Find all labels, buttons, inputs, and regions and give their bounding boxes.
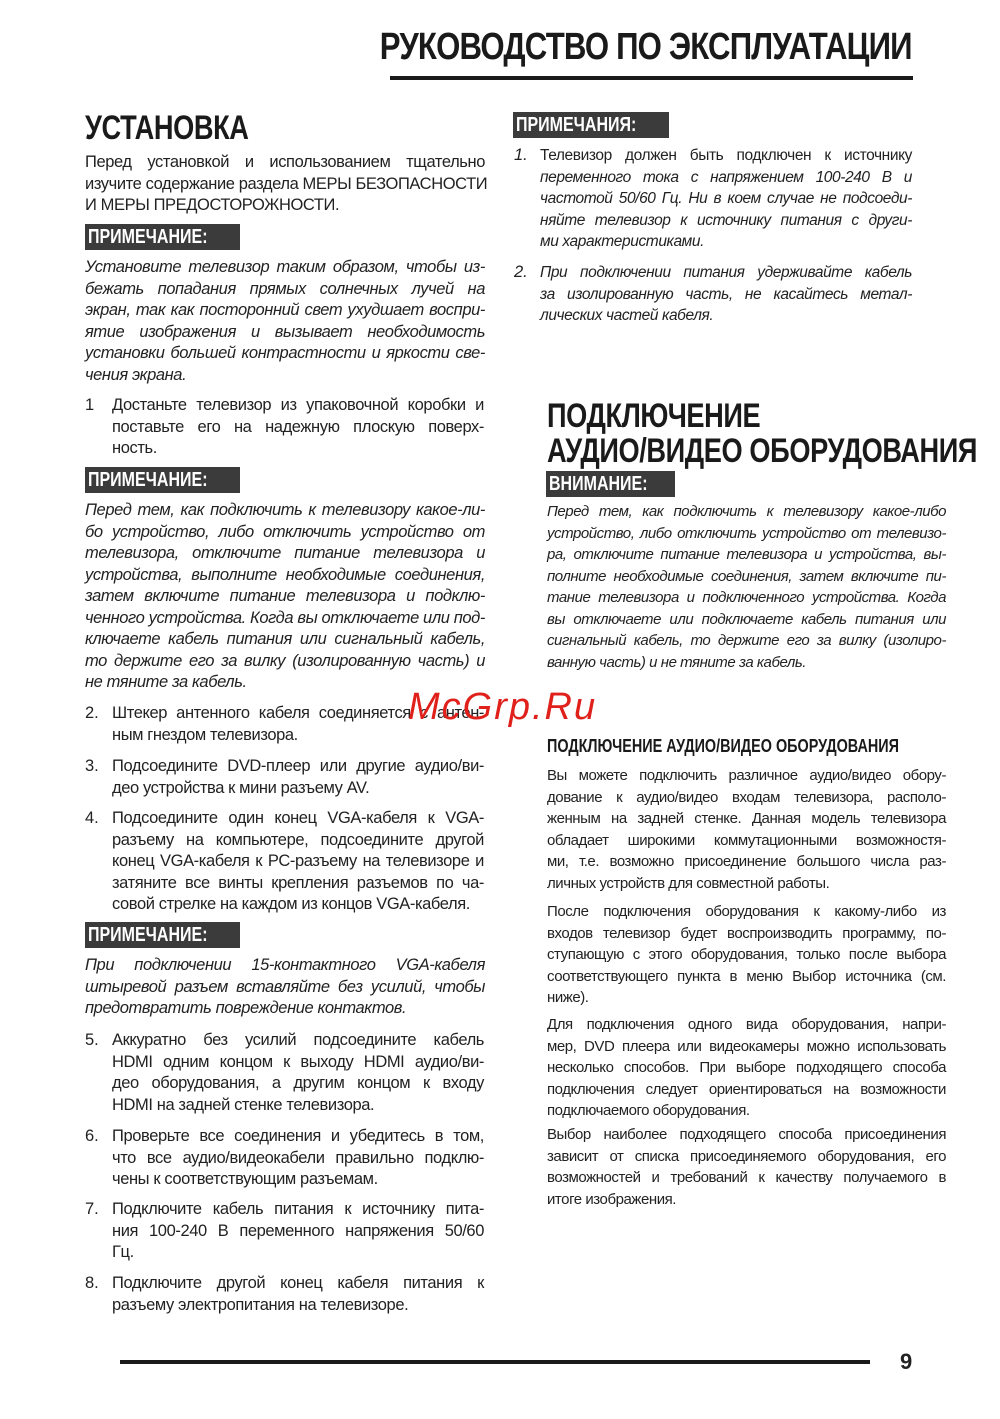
step-text: [112, 1273, 484, 1316]
text-line: предотвратить повреждение контактов.: [85, 999, 407, 1017]
text-line: Проверьте все соединения и убедитесь в том,: [112, 1127, 484, 1145]
text-line: поставьте его на надежную плоскую поверх-: [112, 417, 484, 436]
step-number: 3.: [85, 757, 99, 775]
text-line: При подключении питания удерживайте кабель: [540, 264, 912, 281]
text-line: ченного устройства. Когда вы отключаете или под-: [85, 608, 485, 627]
text-line: разъему на компьютере, подсоедините другой: [112, 830, 484, 849]
step-text: [112, 808, 484, 916]
footer-rule: [120, 1360, 870, 1364]
text-line: возможностей и требований к качеству получаемого в: [547, 1169, 946, 1186]
note-label: ПРИМЕЧАНИЕ:: [85, 922, 240, 948]
text-line: чения экрана.: [85, 365, 187, 384]
text-line: Перед тем, как подключить к телевизору какое-либо: [547, 503, 946, 520]
note-paragraph: [85, 257, 485, 386]
text-line: что все аудио/видеокабели правильно подклю-: [112, 1148, 484, 1167]
text-line: частотой 50/60 Гц. Ни в коем случае не подсоеди-: [540, 190, 912, 207]
text-line: полните необходимые соединения, затем включите пи-: [547, 567, 946, 585]
text-line: ния 100-240 В переменного напряжения 50/60: [112, 1221, 484, 1240]
note-number: 1.: [514, 146, 528, 164]
text-line: дование к аудио/видео входам телевизора, располо-: [547, 788, 946, 806]
text-line: обладает широкими коммутационными возможностя-: [547, 831, 946, 849]
watermark-logo: McGrp.Ru: [408, 686, 598, 728]
text-line: Телевизор должен быть подключен к источнику: [540, 147, 912, 164]
text-line: чены к соответствующим разъемам.: [112, 1170, 378, 1188]
step-text: [112, 1199, 484, 1264]
text-line: лических частей кабеля.: [540, 307, 714, 324]
text-line: за изолированную часть, не касайтесь метал-: [540, 285, 912, 303]
text-line: ми, т.е. возможно присоединение большого числа раз-: [547, 853, 946, 870]
text-line: соответствующего пункта в меню Выбор источника (см.: [547, 967, 946, 985]
text-line: бо устройство, либо отключить устройство от: [85, 522, 485, 541]
notes-label: ПРИМЕЧАНИЯ:: [513, 112, 669, 138]
text-line: няйте телевизор к источнику питания с други-: [540, 211, 912, 229]
step-number: 4.: [85, 809, 99, 827]
text-line: Установите телевизор таким образом, чтобы из-: [85, 258, 485, 276]
text-line: ми характеристиками.: [540, 233, 705, 250]
text-line: совой стрелке на каждом из концов VGA-кабеля.: [112, 895, 470, 913]
step-text: [112, 756, 484, 799]
text-line: Достаньте телевизор из упаковочной коробки и: [112, 396, 484, 414]
text-line: зависит от списка присоединяемого оборудования, его: [547, 1147, 946, 1165]
text-line: штыревой разъем вставляйте без усилий, чтобы: [85, 977, 485, 996]
step-text: [112, 395, 484, 460]
section-heading-line1: ПОДКЛЮЧЕНИЕ: [547, 397, 761, 435]
subheading: ПОДКЛЮЧЕНИЕ АУДИО/ВИДЕО ОБОРУДОВАНИЯ: [547, 736, 899, 756]
text-line: Вы можете подключить различное аудио/видео обору-: [547, 767, 946, 784]
text-line: то держите его за вилку (изолированную часть) и: [85, 651, 485, 670]
body-paragraph: [547, 901, 946, 1009]
text-line: Для подключения одного вида оборудования, напри-: [547, 1016, 946, 1033]
step-text: [112, 1030, 484, 1116]
note-text: [540, 262, 912, 327]
text-line: Выбор наиболее подходящего способа присоединения: [547, 1126, 946, 1143]
text-line: ступающую с этого оборудования, только после выбора: [547, 946, 946, 963]
body-paragraph: [547, 1014, 946, 1122]
text-line: телевизора, отключите питание телевизора и: [85, 544, 485, 562]
step-number: 2.: [85, 704, 99, 722]
text-line: Перед тем, как подключить к телевизору какое-ли-: [85, 501, 485, 519]
text-line: HDMI одним концом к выходу HDMI аудио/ви-: [112, 1052, 484, 1071]
text-line: После подключения оборудования к какому-либо из: [547, 903, 946, 920]
text-line: устройство, либо отключить устройство от телевизо-: [547, 524, 946, 542]
text-line: мер, DVD плеера или видеокамеры можно использовать: [547, 1037, 946, 1055]
section-heading-line2: АУДИО/ВИДЕО ОБОРУДОВАНИЯ: [547, 432, 978, 470]
text-line: ключаете кабель питания или сигнальный кабель,: [85, 630, 485, 648]
body-paragraph: [547, 1124, 946, 1210]
note-label: ПРИМЕЧАНИЕ:: [85, 467, 240, 493]
text-line: Подсоедините DVD-плеер или другие аудио/ви-: [112, 757, 484, 775]
text-line: подключаемого оборудования.: [547, 1102, 750, 1119]
step-text: [112, 1126, 484, 1191]
text-line: Штекер антенного кабеля соединяется с антен-: [112, 704, 484, 722]
text-line: ным гнездом телевизора.: [112, 725, 298, 744]
note-first-line: [540, 145, 912, 167]
intro-paragraph: [85, 152, 488, 217]
text-line: ванную часть) и не тяните за кабель.: [547, 653, 807, 671]
text-line: конец VGA-кабеля к PC-разъему на телевизоре и: [112, 852, 484, 870]
text-line: сигнальный кабель, то держите его за вилку (изолиро-: [547, 632, 946, 649]
text-line: При подключении 15-контактного VGA-кабеля: [85, 956, 485, 974]
text-line: део оборудования, а другим концом к входу: [112, 1074, 484, 1092]
text-line: женным на задней стенке. Данная модель телевизора: [547, 810, 946, 827]
note-text: [540, 167, 912, 253]
note-number: 2.: [514, 263, 528, 281]
text-line: Подсоедините один конец VGA-кабеля к VGA-: [112, 809, 484, 827]
text-line: Подключите кабель питания к источнику пита-: [112, 1200, 484, 1218]
text-line: затем включите питание телевизора и подклю-: [85, 587, 485, 605]
note-label: ПРИМЕЧАНИЕ:: [85, 224, 240, 250]
text-line: Аккуратно без усилий подсоедините кабель: [112, 1031, 484, 1049]
text-line: изучите содержание раздела МЕРЫ БЕЗОПАСНОСТИ: [85, 174, 488, 193]
step-number: 8.: [85, 1274, 99, 1292]
text-line: HDMI на задней стенке телевизора.: [112, 1095, 375, 1114]
step-number: 7.: [85, 1200, 99, 1218]
text-line: ниже).: [547, 989, 589, 1006]
text-line: итоге изображения.: [547, 1190, 677, 1208]
step-number: 1: [85, 396, 95, 414]
text-line: экран, так как посторонний свет ухудшает воспри-: [85, 301, 485, 319]
text-line: входов телевизор будет воспроизводить программу, по-: [547, 924, 946, 942]
text-line: личных устройств для совместной работы.: [547, 874, 830, 892]
body-paragraph: [547, 765, 946, 894]
text-line: ность.: [112, 439, 157, 457]
warning-label: ВНИМАНИЕ:: [546, 471, 675, 497]
text-line: затяните все винты крепления разъемов по ча-: [112, 873, 484, 892]
text-line: бежать попадания прямых солнечных лучей на: [85, 279, 485, 298]
text-line: установки большей контрастности и яркости све-: [85, 344, 485, 362]
section-heading-installation: УСТАНОВКА: [85, 109, 249, 147]
text-line: тание телевизора и подключенного устройства. Когда: [547, 589, 946, 606]
text-line: несколько способов. При выборе подходящего способа: [547, 1059, 946, 1076]
text-line: ятие изображения и вызывает необходимость: [85, 322, 485, 341]
header-rule: [390, 76, 913, 80]
page-title: РУКОВОДСТВО ПО ЭКСПЛУАТАЦИИ: [380, 26, 912, 68]
step-number: 6.: [85, 1127, 99, 1145]
note-paragraph: [85, 955, 485, 1020]
text-line: вы отключаете или подключаете кабель питания или: [547, 610, 946, 628]
warning-paragraph: [547, 501, 946, 673]
text-line: Перед установкой и использованием тщательно: [85, 153, 485, 171]
text-line: ра, отключите питание телевизора и устройства, вы-: [547, 546, 946, 563]
text-line: део устройства к мини разъему AV.: [112, 778, 370, 797]
text-line: Гц.: [112, 1243, 134, 1261]
note-paragraph: [85, 500, 485, 694]
text-line: Подключите другой конец кабеля питания к: [112, 1274, 484, 1292]
text-line: переменного тока с напряжением 100-240 В и: [540, 168, 912, 186]
text-line: устройства, выполните необходимые соединения,: [85, 565, 485, 584]
text-line: подключения следует ориентироваться на возможности: [547, 1080, 946, 1098]
text-line: не тяните за кабель.: [85, 673, 247, 691]
text-line: разъему электропитания на телевизоре.: [112, 1295, 409, 1314]
step-number: 5.: [85, 1031, 99, 1049]
text-line: И МЕРЫ ПРЕДОСТОРОЖНОСТИ.: [85, 196, 340, 214]
page-number: 9: [900, 1349, 913, 1374]
